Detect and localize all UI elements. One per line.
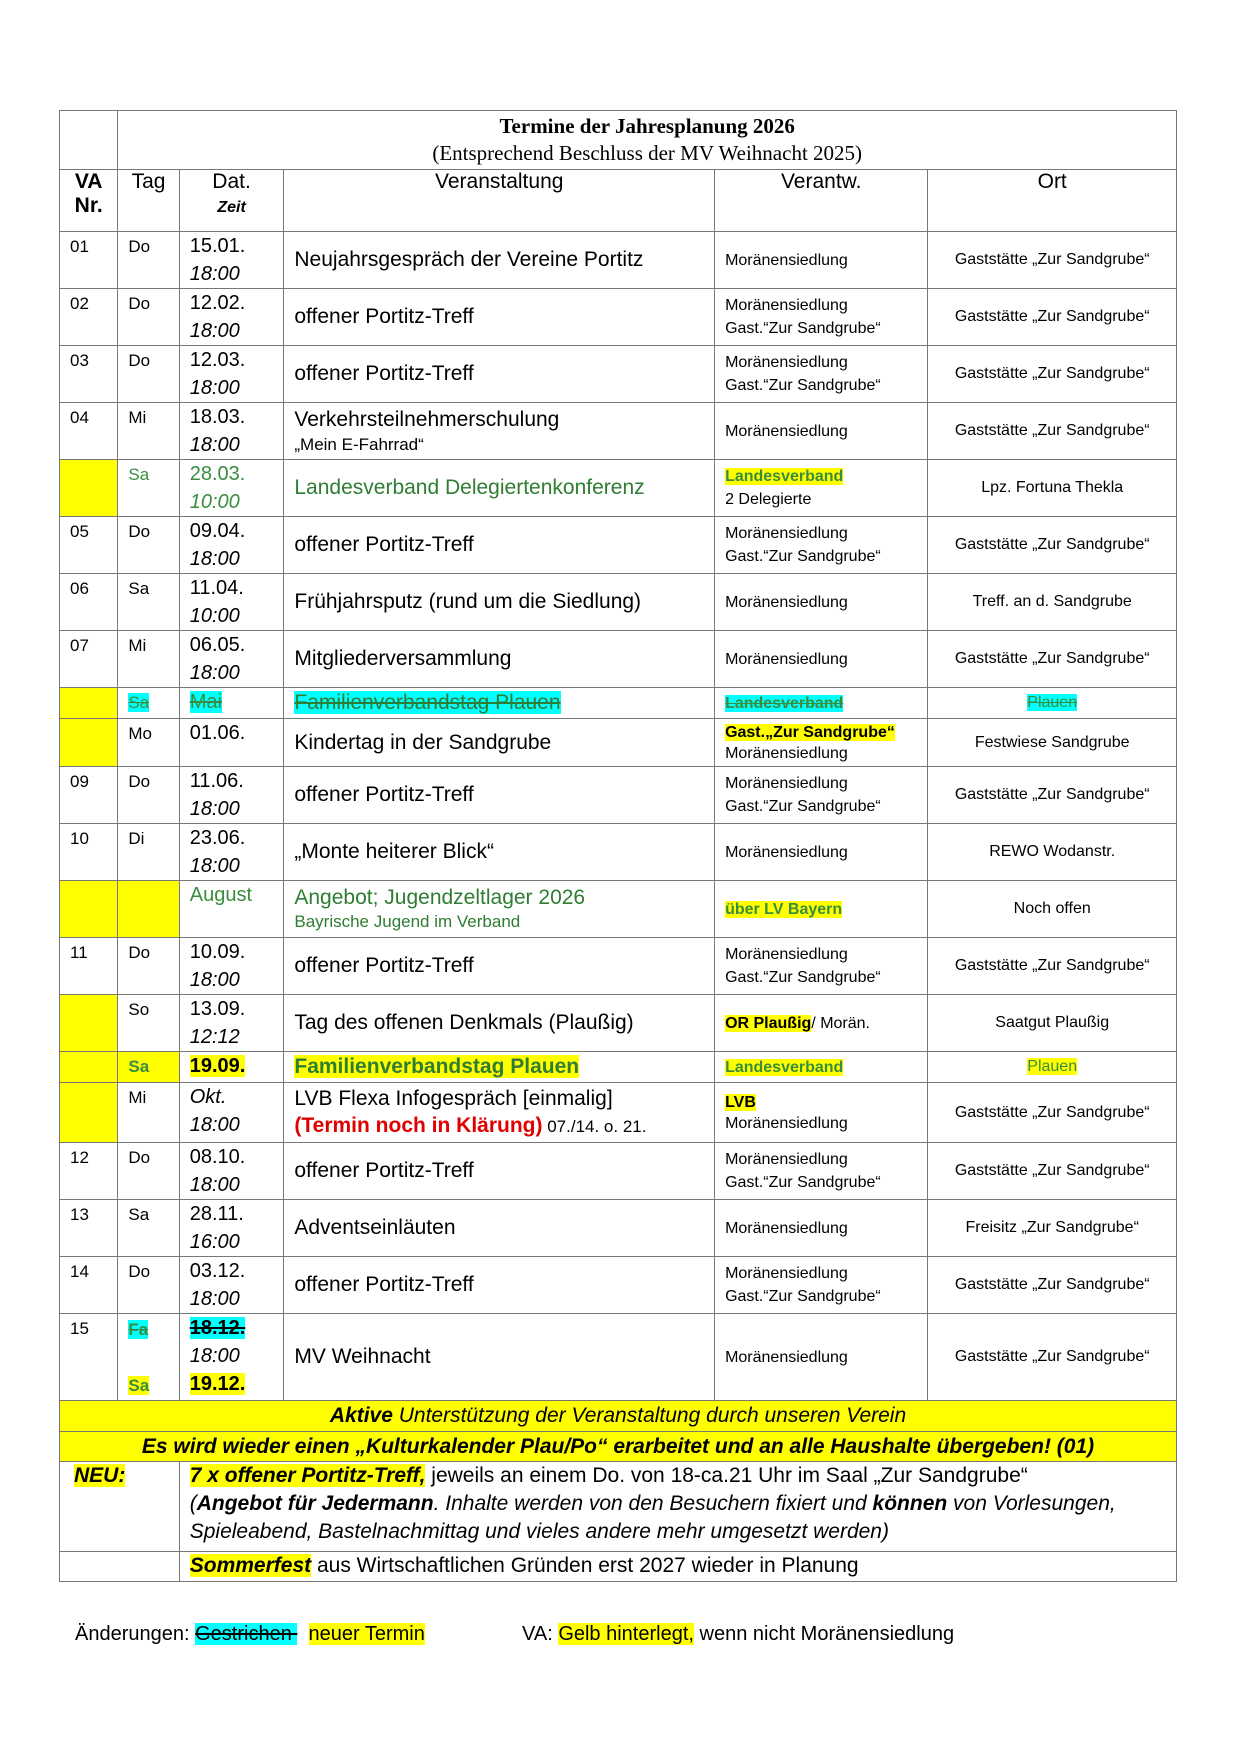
verantw-2: Moränensiedlung — [725, 1114, 848, 1132]
zeit: 18:00 — [189, 434, 240, 456]
veranstaltung: offener Portitz-Treff — [284, 767, 715, 824]
page-title — [118, 111, 1177, 170]
verantw-2: Gast.“Zur Sandgrube“ — [725, 548, 881, 565]
zeit: 18:00 — [189, 969, 240, 991]
tag: Do — [118, 346, 179, 403]
ort: Festwiese Sandgrube — [928, 719, 1177, 767]
verantw-2: 2 Delegierte — [725, 491, 812, 508]
datum: Mai — [189, 691, 222, 713]
tag: Mo — [118, 719, 179, 767]
va-nr: 02 — [60, 289, 118, 346]
ort: Gaststätte „Zur Sandgrube“ — [928, 767, 1177, 824]
neu-inhalte: . Inhalte werden von den Besuchern fixiert und — [433, 1492, 873, 1515]
hdr-verantw: Verantw. — [780, 170, 862, 193]
tag: Di — [118, 824, 179, 881]
header-row — [60, 170, 1177, 232]
verantw-2: Gast.“Zur Sandgrube“ — [725, 377, 881, 394]
table-row — [60, 232, 1177, 289]
zeit: 10:00 — [189, 605, 240, 627]
neu-angebot: Angebot für Jedermann — [196, 1492, 434, 1515]
veranstaltung: Familienverbandstag Plauen — [294, 691, 561, 714]
zeit: 18:00 — [189, 377, 240, 399]
verantw-b: / Morän. — [811, 1014, 870, 1032]
veranstaltung: Tag des offenen Denkmals (Plaußig) — [284, 995, 715, 1052]
datum: 12.03. — [189, 349, 246, 371]
veranstaltung: offener Portitz-Treff — [284, 1143, 715, 1200]
ort: Gaststätte „Zur Sandgrube“ — [928, 346, 1177, 403]
verantw: Moränensiedlung — [725, 593, 848, 611]
veranstaltung: Neujahrsgespräch der Vereine Portitz — [284, 232, 715, 289]
tag: Sa — [118, 574, 179, 631]
verantw: Moränensiedlung — [725, 775, 848, 792]
table-row — [60, 574, 1177, 631]
legend-va-label: VA: — [522, 1623, 559, 1645]
zeit: 16:00 — [189, 1231, 240, 1253]
veranstaltung: offener Portitz-Treff — [284, 1257, 715, 1314]
table-row — [60, 403, 1177, 460]
neu-highlight: 7 x offener Portitz-Treff, — [189, 1464, 426, 1487]
sommerfest-label: Sommerfest — [189, 1554, 312, 1577]
tag: Sa — [128, 693, 150, 712]
legend-gestrichen: Gestrichen — [195, 1623, 298, 1645]
va-nr: 13 — [60, 1200, 118, 1257]
va-nr: 10 — [60, 824, 118, 881]
verantw-2: Gast.“Zur Sandgrube“ — [725, 320, 881, 337]
datum: 11.06. — [189, 770, 244, 792]
neu-paren: ( — [189, 1492, 197, 1515]
title-text: Termine der Jahresplanung 2026 — [499, 114, 795, 138]
datum: 11.04. — [189, 577, 244, 599]
veranstaltung: Kindertag in der Sandgrube — [284, 719, 715, 767]
ort: Gaststätte „Zur Sandgrube“ — [928, 1257, 1177, 1314]
verantw-2: Gast.“Zur Sandgrube“ — [725, 969, 881, 986]
neu-rest: von Vorlesungen, Spieleabend, Bastelnachmittag und vieles andere mehr umgesetzt werden) — [189, 1492, 1116, 1543]
hdr-veranstaltung: Veranstaltung — [435, 170, 564, 193]
ort: Noch offen — [928, 881, 1177, 938]
table-row — [60, 938, 1177, 995]
tag: Sa — [118, 1200, 179, 1257]
ort: Gaststätte „Zur Sandgrube“ — [928, 1083, 1177, 1143]
veranstaltung: offener Portitz-Treff — [284, 346, 715, 403]
datum-neu: 19.12. — [189, 1373, 246, 1395]
table-row — [60, 1143, 1177, 1200]
legend-gelb: Gelb hinterlegt, — [558, 1623, 694, 1645]
table-row — [60, 1200, 1177, 1257]
subtitle-text: (Entsprechend Beschluss der MV Weihnacht 2025) — [432, 141, 863, 165]
veranstaltung: offener Portitz-Treff — [284, 938, 715, 995]
sommerfest-row — [60, 1552, 1177, 1582]
table-row — [60, 631, 1177, 688]
zeit: 18:00 — [189, 1174, 240, 1196]
tag: Do — [118, 232, 179, 289]
va-nr — [60, 1083, 118, 1143]
legend-neuer-termin: neuer Termin — [308, 1623, 425, 1645]
datum: August — [179, 881, 284, 938]
verantw-2: Gast.“Zur Sandgrube“ — [725, 1174, 881, 1191]
tag: Do — [118, 289, 179, 346]
tag: Mi — [118, 403, 179, 460]
tag: So — [118, 995, 179, 1052]
verantw: Moränensiedlung — [725, 1151, 848, 1168]
datum: 12.02. — [189, 292, 246, 314]
veranstaltung: Frühjahrsputz (rund um die Siedlung) — [284, 574, 715, 631]
tag: Do — [118, 938, 179, 995]
verantw: Moränensiedlung — [725, 525, 848, 542]
va-nr: 01 — [60, 232, 118, 289]
ort: Saatgut Plaußig — [928, 995, 1177, 1052]
zeit: 10:00 — [189, 491, 240, 513]
datum: 09.04. — [189, 520, 246, 542]
table-row — [60, 346, 1177, 403]
va-nr: 11 — [60, 938, 118, 995]
table-row — [60, 719, 1177, 767]
hdr-nr-a: VA — [74, 170, 103, 193]
hdr-tag: Tag — [131, 170, 166, 193]
neu-text: jeweils an einem Do. von 18-ca.21 Uhr im Saal „Zur Sandgrube“ — [425, 1464, 1028, 1487]
ort: Gaststätte „Zur Sandgrube“ — [928, 517, 1177, 574]
zeit: 18:00 — [189, 1114, 240, 1136]
va-nr — [60, 881, 118, 938]
ort: Gaststätte „Zur Sandgrube“ — [928, 1143, 1177, 1200]
veranstaltung: Landesverband Delegiertenkonferenz — [284, 460, 715, 517]
datum: 13.09. — [189, 998, 246, 1020]
verantw: Moränensiedlung — [725, 1348, 848, 1366]
termin-klaerung: (Termin noch in Klärung) — [294, 1114, 543, 1137]
table-row — [60, 881, 1177, 938]
tag: Sa — [118, 460, 179, 517]
veranstaltung: „Monte heiterer Blick“ — [284, 824, 715, 881]
veranstaltung: offener Portitz-Treff — [284, 517, 715, 574]
verantw: Moränensiedlung — [725, 1219, 848, 1237]
datum: 10.09. — [189, 941, 246, 963]
tag: Fa — [128, 1320, 149, 1339]
tag-neu: Sa — [128, 1376, 150, 1395]
table-row — [60, 1083, 1177, 1143]
va-nr: 04 — [60, 403, 118, 460]
datum: 18.12. — [189, 1317, 246, 1339]
zeit: 18:00 — [189, 263, 240, 285]
verantw: Landesverband — [725, 1058, 844, 1076]
verantw-2: Gast.“Zur Sandgrube“ — [725, 1288, 881, 1305]
ort: Plauen — [1027, 1058, 1078, 1075]
verantw: Moränensiedlung — [725, 297, 848, 314]
datum: 28.11. — [189, 1203, 244, 1225]
ort: Lpz. Fortuna Thekla — [928, 460, 1177, 517]
legend-label: Änderungen: — [75, 1623, 196, 1645]
zeit: 18:00 — [189, 1288, 240, 1310]
va-nr: 03 — [60, 346, 118, 403]
tag — [118, 881, 179, 938]
legend-aenderungen — [75, 1620, 425, 1648]
zeit: 18:00 — [189, 1345, 240, 1367]
sommerfest-text: aus Wirtschaftlichen Gründen erst 2027 wieder in Planung — [311, 1554, 859, 1577]
footer-kulturkalender-row — [60, 1432, 1177, 1462]
verantw: Landesverband — [725, 694, 844, 712]
datum: 19.09. — [189, 1055, 246, 1077]
verantw: über LV Bayern — [725, 900, 843, 918]
va-nr — [60, 460, 118, 517]
verantw: Moränensiedlung — [725, 843, 848, 861]
datum: 15.01. — [189, 235, 246, 257]
ort: Gaststätte „Zur Sandgrube“ — [928, 232, 1177, 289]
legend-va — [522, 1620, 954, 1648]
tag: Mi — [118, 1083, 179, 1143]
verantw: Gast.„Zur Sandgrube“ — [725, 723, 895, 741]
va-nr: 15 — [60, 1314, 118, 1401]
veranstaltung: LVB Flexa Infogespräch [einmalig] — [294, 1087, 613, 1110]
datum: 28.03. — [189, 463, 246, 485]
hdr-nr-b: Nr. — [74, 194, 103, 217]
footer-aktiv-bold: Aktive — [329, 1404, 393, 1427]
table-row — [60, 1052, 1177, 1083]
datum: Okt. — [189, 1086, 227, 1108]
hdr-zeit: Zeit — [217, 199, 246, 216]
table-row — [60, 1314, 1177, 1401]
datum: 03.12. — [189, 1260, 246, 1282]
va-nr — [60, 719, 118, 767]
veranstaltung-sub: „Mein E-Fahrrad“ — [294, 435, 424, 454]
va-nr: 09 — [60, 767, 118, 824]
table-row — [60, 688, 1177, 719]
ort: Gaststätte „Zur Sandgrube“ — [928, 938, 1177, 995]
ort: Treff. an d. Sandgrube — [928, 574, 1177, 631]
datum: 01.06. — [179, 719, 284, 767]
table-row — [60, 824, 1177, 881]
tag: Do — [118, 517, 179, 574]
tag: Do — [118, 767, 179, 824]
ort: Freisitz „Zur Sandgrube“ — [928, 1200, 1177, 1257]
footer-kulturkalender: Es wird wieder einen „Kulturkalender Plau/Po“ erarbeitet und an alle Haushalte übergeben! (01) — [141, 1434, 1095, 1458]
verantw: Moränensiedlung — [725, 946, 848, 963]
verantw: OR Plaußig — [725, 1014, 812, 1032]
hdr-dat: Dat. — [212, 170, 251, 193]
verantw-2: Gast.“Zur Sandgrube“ — [725, 798, 881, 815]
zeit: 18:00 — [189, 548, 240, 570]
veranstaltung: Adventseinläuten — [284, 1200, 715, 1257]
table-row — [60, 1257, 1177, 1314]
verantw: Moränensiedlung — [725, 422, 848, 440]
veranstaltung: offener Portitz-Treff — [284, 289, 715, 346]
ort: REWO Wodanstr. — [928, 824, 1177, 881]
corner-cell — [60, 111, 118, 170]
va-nr: 06 — [60, 574, 118, 631]
verantw: Moränensiedlung — [725, 251, 848, 269]
zeit: 12:12 — [189, 1026, 240, 1048]
veranstaltung: MV Weihnacht — [284, 1314, 715, 1401]
plan-table — [59, 110, 1177, 1582]
veranstaltung: Verkehrsteilnehmerschulung — [294, 408, 560, 431]
hdr-ort: Ort — [1037, 170, 1067, 193]
ort: Gaststätte „Zur Sandgrube“ — [928, 631, 1177, 688]
verantw-2: Moränensiedlung — [725, 744, 848, 762]
va-nr — [60, 1052, 118, 1083]
ort: Gaststätte „Zur Sandgrube“ — [928, 403, 1177, 460]
va-nr — [60, 688, 118, 719]
table-row — [60, 767, 1177, 824]
ort: Gaststätte „Zur Sandgrube“ — [928, 1314, 1177, 1401]
zeit: 18:00 — [189, 320, 240, 342]
footer-aktiv-text: Unterstützung der Veranstaltung durch unseren Verein — [392, 1404, 907, 1427]
datum: 08.10. — [189, 1146, 246, 1168]
footer-aktiv-row — [60, 1401, 1177, 1432]
zeit: 18:00 — [189, 662, 240, 684]
ort: Gaststätte „Zur Sandgrube“ — [928, 289, 1177, 346]
table-row — [60, 289, 1177, 346]
va-nr — [60, 995, 118, 1052]
verantw: Moränensiedlung — [725, 1265, 848, 1282]
veranstaltung: Angebot; Jugendzeltlager 2026 — [294, 886, 586, 909]
tag: Do — [118, 1143, 179, 1200]
zeit: 18:00 — [189, 798, 240, 820]
zeit: 18:00 — [189, 855, 240, 877]
neu-row — [60, 1462, 1177, 1552]
veranstaltung-sub: Bayrische Jugend im Verband — [294, 912, 521, 931]
neu-label: NEU: — [74, 1464, 126, 1487]
datum: 06.05. — [189, 634, 246, 656]
va-nr: 14 — [60, 1257, 118, 1314]
va-nr: 05 — [60, 517, 118, 574]
table-row — [60, 517, 1177, 574]
tag: Do — [118, 1257, 179, 1314]
table-row — [60, 460, 1177, 517]
verantw: Moränensiedlung — [725, 650, 848, 668]
tag: Mi — [118, 631, 179, 688]
datum: 23.06. — [189, 827, 246, 849]
veranstaltung: Familienverbandstag Plauen — [294, 1055, 580, 1078]
termin-optionen: 07./14. o. 21. — [542, 1117, 647, 1136]
va-nr: 12 — [60, 1143, 118, 1200]
va-nr: 07 — [60, 631, 118, 688]
table-row — [60, 995, 1177, 1052]
datum: 18.03. — [189, 406, 246, 428]
verantw: Landesverband — [725, 468, 844, 485]
legend-rest: wenn nicht Moränensiedlung — [693, 1623, 955, 1645]
verantw: LVB — [725, 1093, 756, 1111]
verantw: Moränensiedlung — [725, 354, 848, 371]
ort: Plauen — [1027, 694, 1078, 711]
veranstaltung: Mitgliederversammlung — [284, 631, 715, 688]
tag: Sa — [118, 1052, 179, 1083]
neu-koennen: können — [872, 1492, 948, 1515]
